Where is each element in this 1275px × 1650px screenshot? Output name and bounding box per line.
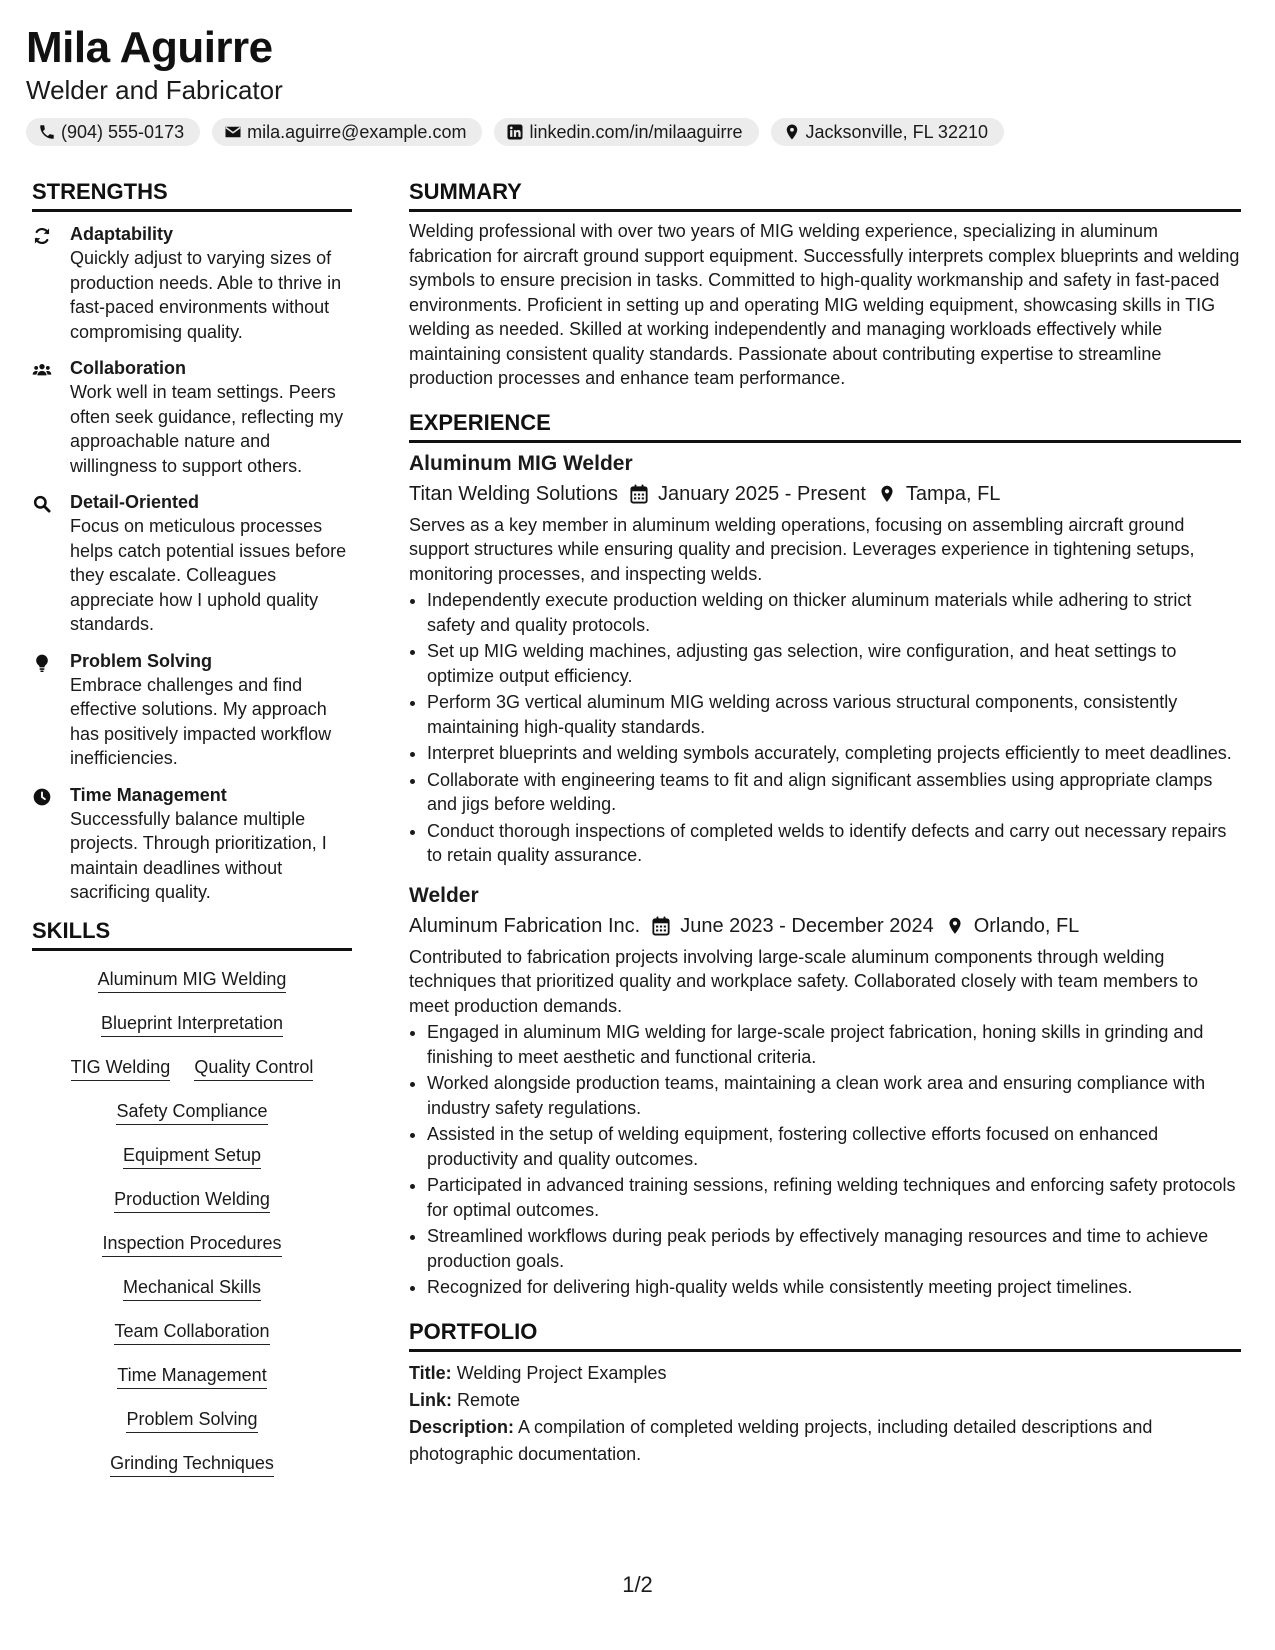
skill-tag: Team Collaboration — [114, 1319, 269, 1345]
job-bullets — [409, 1020, 1241, 1300]
job-title: Aluminum MIG Welder — [409, 451, 633, 475]
map-pin-icon — [783, 123, 801, 141]
job-meta — [409, 480, 1241, 508]
portfolio-link-label: Link: — [409, 1389, 452, 1410]
strength-title: Problem Solving — [70, 650, 213, 671]
email-contact[interactable] — [212, 118, 482, 146]
portfolio-title-label: Title: — [409, 1362, 452, 1383]
skill-tag: Equipment Setup — [123, 1143, 261, 1169]
job-title: Welder — [409, 883, 479, 907]
skills-list — [32, 967, 352, 1477]
strength-title: Collaboration — [70, 358, 186, 378]
email-text: mila.aguirre@example.com — [247, 121, 467, 142]
skill-tag: Time Management — [117, 1363, 266, 1389]
skill-tag: Grinding Techniques — [110, 1451, 274, 1477]
left-column — [32, 178, 352, 1477]
map-pin-icon — [946, 916, 964, 936]
job-bullets — [409, 588, 1241, 868]
job-location: Orlando, FL — [973, 914, 1080, 937]
strength-description: Focus on meticulous processes helps catch potential issues before they escalate. Colleagues appreciate how I uphold quality standards. — [70, 516, 347, 634]
strength-description: Successfully balance multiple projects. Through prioritization, I maintain deadlines without sacrificing quality. — [70, 808, 327, 902]
skill-tag: Quality Control — [194, 1055, 313, 1081]
strength-item — [32, 490, 352, 637]
strengths-list — [32, 222, 352, 905]
strength-description: Quickly adjust to varying sizes of production needs. Able to thrive in fast-paced environments without compromising quality. — [70, 248, 342, 342]
strength-description: Embrace challenges and find effective solutions. My approach has positively impacted workflow inefficiencies. — [70, 674, 332, 768]
search-icon — [32, 494, 52, 514]
strength-description: Work well in team settings. Peers often seek guidance, reflecting my approachable nature and willingness to support others. — [70, 382, 344, 476]
strength-title: Detail-Oriented — [70, 492, 200, 512]
strength-item — [32, 356, 352, 478]
job-bullet: • Recognized for delivering high-quality welds while consistently meeting project timelines. — [427, 1275, 1241, 1300]
job-bullet: • Independently execute production welding on thicker aluminum materials while adhering to strict safety and quality protocols. — [427, 588, 1241, 637]
phone-contact[interactable] — [26, 118, 200, 146]
experience-heading: EXPERIENCE — [409, 409, 1241, 443]
strengths-heading: STRENGTHS — [32, 178, 352, 212]
job-bullet: • Interpret blueprints and welding symbols accurately, completing projects efficiently to meet deadlines. — [427, 741, 1241, 766]
strength-item — [32, 783, 352, 905]
job-company: Aluminum Fabrication Inc. — [409, 914, 641, 937]
skill-tag: Problem Solving — [126, 1407, 257, 1433]
skill-tag: Blueprint Interpretation — [101, 1011, 283, 1037]
phone-text: (904) 555-0173 — [61, 121, 185, 142]
portfolio-heading: PORTFOLIO — [409, 1318, 1241, 1352]
summary-heading: SUMMARY — [409, 178, 1241, 212]
calendar-icon — [630, 484, 648, 504]
resume-header — [26, 22, 1246, 146]
job-bullet: • Set up MIG welding machines, adjusting gas selection, wire configuration, and heat settings to optimize output efficiency. — [427, 639, 1241, 688]
job-company: Titan Welding Solutions — [409, 482, 619, 505]
candidate-role: Welder and Fabricator — [26, 75, 283, 105]
page-number: 1/2 — [622, 1572, 653, 1597]
strength-title: Adaptability — [70, 224, 174, 244]
summary-text: Welding professional with over two years of MIG welding experience, specializing in aluminum fabrication for aircraft ground support equipment. Successfully interprets complex blueprints and welding symbols to ensure precision in tasks. Committed to high-quality workmanship and safety in fast-paced environments. Proficient in setting up and operating MIG welding equipment, showcasing skills in TIG welding as needed. Skilled at working independently and managing workloads effectively while maintaining consistent quality standards. Passionate about contributing expertise to streamline production processes and enhance team performance. — [409, 221, 1240, 388]
candidate-name: Mila Aguirre — [26, 23, 273, 72]
linkedin-contact[interactable] — [494, 118, 758, 146]
portfolio-description-label: Description: — [409, 1416, 515, 1437]
job-bullet: • Streamlined workflows during peak periods by effectively managing resources and time to achieve production goals. — [427, 1224, 1241, 1273]
job-bullet: • Participated in advanced training sessions, refining welding techniques and enforcing safety protocols for optimal outcomes. — [427, 1173, 1241, 1222]
users-icon — [32, 360, 52, 380]
refresh-icon — [32, 226, 52, 246]
skills-heading: SKILLS — [32, 917, 352, 951]
job-bullet: • Engaged in aluminum MIG welding for large-scale project fabrication, honing skills in grinding and finishing to meet aesthetic and functional criteria. — [427, 1020, 1241, 1069]
job-meta — [409, 912, 1241, 940]
skills-section — [32, 917, 352, 1477]
job-bullet: • Assisted in the setup of welding equipment, fostering collective efforts focused on enhanced productivity and quality outcomes. — [427, 1122, 1241, 1171]
calendar-icon — [652, 916, 670, 936]
job-entry — [409, 450, 1241, 868]
portfolio-title-value: Welding Project Examples — [456, 1362, 667, 1383]
skill-tag: Inspection Procedures — [102, 1231, 281, 1257]
strength-item — [32, 649, 352, 771]
map-pin-icon — [878, 484, 896, 504]
skill-tag: TIG Welding — [71, 1055, 171, 1081]
job-bullet: • Worked alongside production teams, maintaining a clean work area and ensuring compliance with industry safety regulations. — [427, 1071, 1241, 1120]
linkedin-text: linkedin.com/in/milaaguirre — [529, 121, 743, 142]
portfolio-link-value[interactable]: Remote — [457, 1389, 521, 1410]
job-location: Tampa, FL — [905, 482, 1001, 505]
job-bullet: • Conduct thorough inspections of completed welds to identify defects and carry out necessary repairs to retain quality assurance. — [427, 819, 1241, 868]
linkedin-icon — [506, 123, 524, 141]
right-column — [409, 178, 1241, 1468]
skill-tag: Safety Compliance — [116, 1099, 267, 1125]
phone-icon — [38, 123, 56, 141]
lightbulb-icon — [32, 653, 52, 673]
clock-icon — [32, 787, 52, 807]
location-contact — [771, 118, 1004, 146]
skill-tag: Production Welding — [114, 1187, 270, 1213]
portfolio-description-row — [409, 1414, 1241, 1468]
job-bullet: • Collaborate with engineering teams to fit and align significant assemblies using appropriate clamps and jigs before welding. — [427, 768, 1241, 817]
job-dates: June 2023 - December 2024 — [680, 914, 934, 937]
skill-tag: Mechanical Skills — [123, 1275, 261, 1301]
skill-tag: Aluminum MIG Welding — [98, 967, 287, 993]
job-description: Serves as a key member in aluminum welding operations, focusing on assembling aircraft ground support structures while ensuring quality and precision. Leverages experience in tightening setups, monitoring processes, and inspecting welds. — [409, 514, 1195, 584]
envelope-icon — [224, 123, 242, 141]
job-bullet: • Perform 3G vertical aluminum MIG welding across various structural components, consistently maintaining high-quality standards. — [427, 690, 1241, 739]
strength-title: Time Management — [70, 784, 227, 805]
portfolio-description-value: A compilation of completed welding projects, including detailed descriptions and photographic documentation. — [409, 1416, 1153, 1464]
job-description: Contributed to fabrication projects involving large-scale aluminum components through welding techniques that prioritized quality and workplace safety. Collaborated closely with team members to meet production demands. — [409, 946, 1199, 1016]
contact-bar — [26, 118, 1246, 146]
portfolio-link-row — [409, 1387, 1241, 1414]
portfolio-details — [409, 1360, 1241, 1468]
job-dates: January 2025 - Present — [658, 482, 866, 505]
location-text: Jacksonville, FL 32210 — [805, 121, 988, 142]
strength-item — [32, 222, 352, 344]
job-entry — [409, 882, 1241, 1300]
portfolio-title-row — [409, 1360, 1241, 1387]
